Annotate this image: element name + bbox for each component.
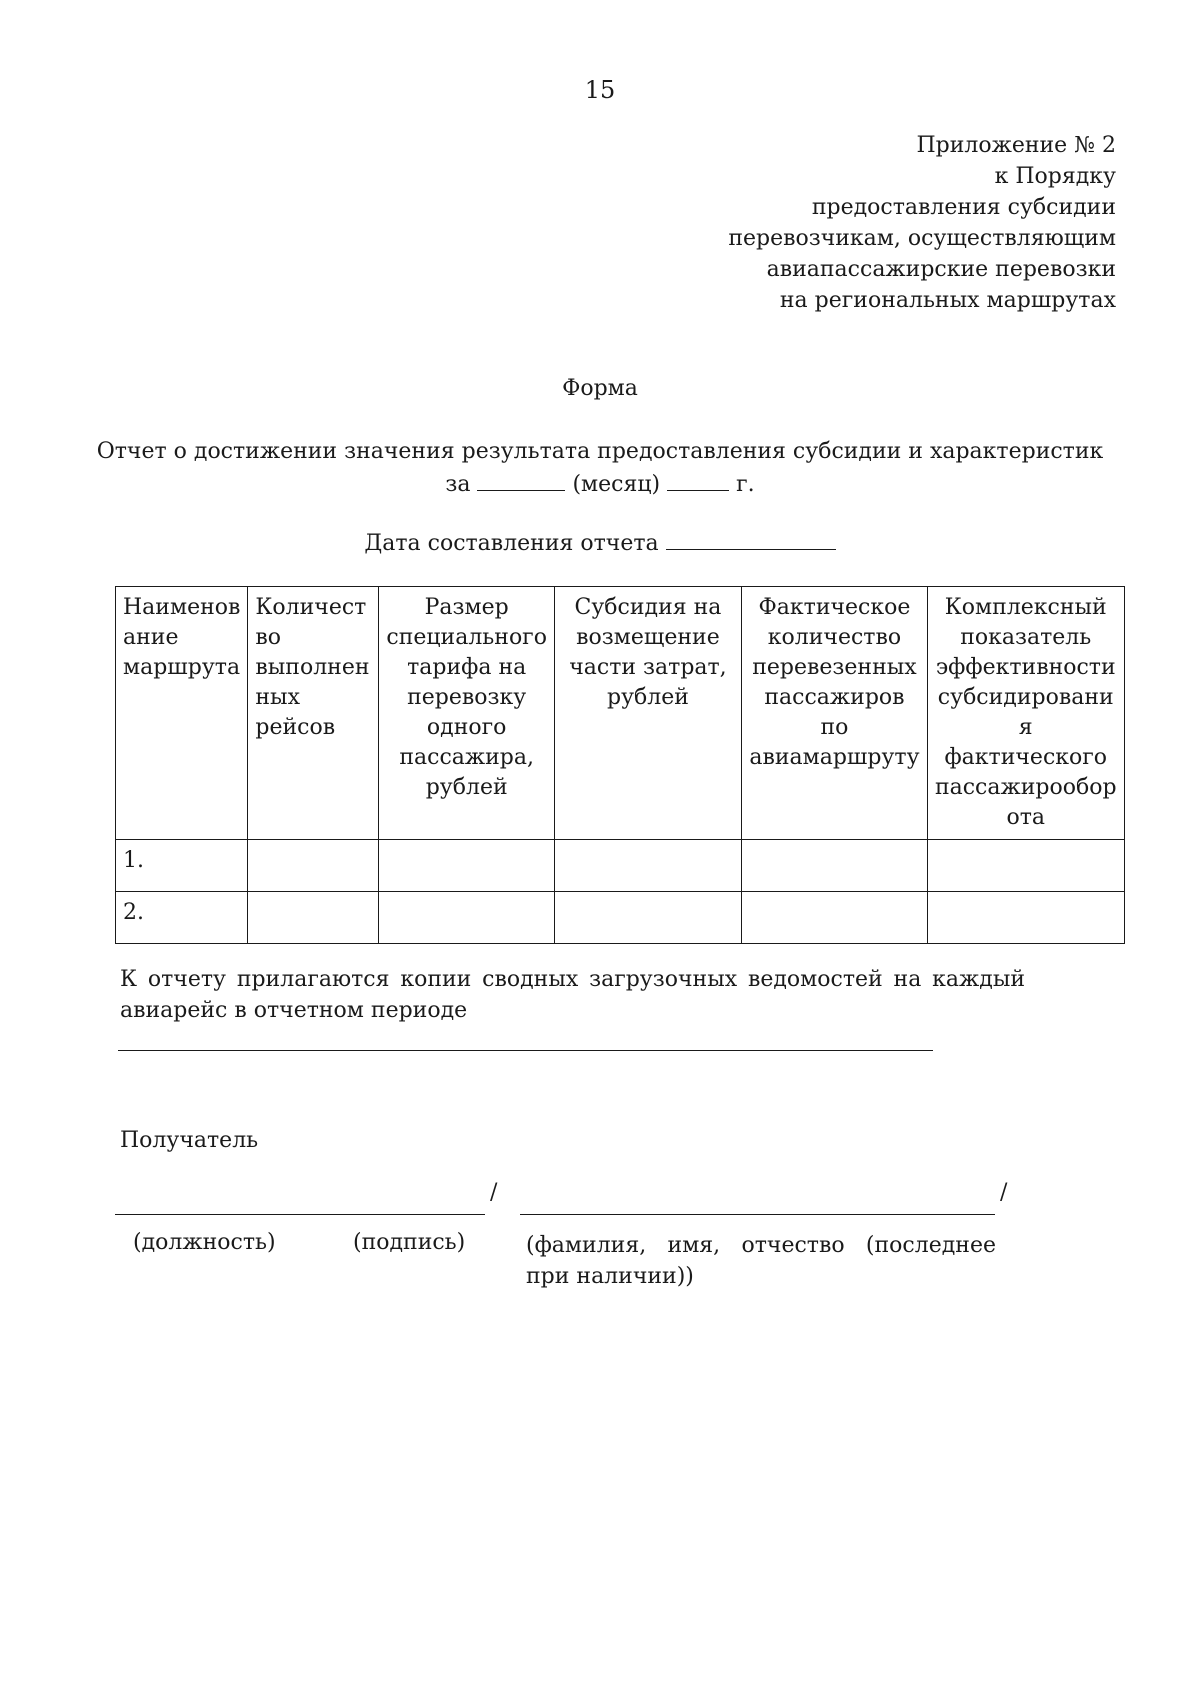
- report-date-label: Дата составления отчета: [364, 531, 659, 556]
- period-prefix: за: [445, 472, 471, 497]
- caption-signature: (подпись): [353, 1230, 466, 1255]
- appendix-block: [616, 130, 1116, 316]
- header-flights-count: Количест во выполнен ных рейсов: [248, 587, 379, 840]
- appendix-line: к Порядку: [994, 164, 1116, 189]
- table-cell[interactable]: [554, 840, 741, 892]
- report-date-blank[interactable]: [666, 527, 836, 550]
- period-month-label: (месяц): [572, 472, 661, 497]
- table-cell[interactable]: 1.: [116, 840, 248, 892]
- table-cell[interactable]: [248, 892, 379, 944]
- header-special-tariff: Размер специального тарифа на перевозку одного пассажира, рублей: [379, 587, 555, 840]
- report-title-line: Отчет о достижении значения результата предоставления субсидии и характеристик: [96, 439, 1104, 464]
- month-blank[interactable]: [477, 468, 565, 491]
- header-efficiency: Комплексный показатель эффективности субсидировани я фактического пассажирообор ота: [927, 587, 1124, 840]
- table-cell[interactable]: [379, 840, 555, 892]
- table-cell[interactable]: [554, 892, 741, 944]
- caption-fullname: (фамилия, имя, отчество (последнее при наличии)): [526, 1233, 996, 1289]
- table-cell[interactable]: [927, 840, 1124, 892]
- report-table: [115, 586, 1125, 944]
- appendix-line: авиапассажирские перевозки: [766, 257, 1116, 282]
- header-subsidy: Субсидия на возмещение части затрат, рублей: [554, 587, 741, 840]
- table-row: [116, 892, 1125, 944]
- report-period: [0, 468, 1200, 501]
- caption-position: (должность): [133, 1230, 276, 1255]
- form-label: Форма: [562, 376, 638, 401]
- attachment-blank-line[interactable]: [118, 1050, 933, 1051]
- table-row: [116, 840, 1125, 892]
- table-cell[interactable]: 2.: [116, 892, 248, 944]
- attachment-note: К отчету прилагаются копии сводных загрузочных ведомостей на каждый авиарейс в отчетном периоде: [120, 967, 1025, 1023]
- table-cell[interactable]: [927, 892, 1124, 944]
- fullname-line[interactable]: [520, 1214, 995, 1215]
- table-cell[interactable]: [248, 840, 379, 892]
- slash-separator: /: [490, 1180, 498, 1205]
- appendix-line: Приложение № 2: [916, 133, 1116, 158]
- header-passengers: Фактическое количество перевезенных пассажиров по авиамаршруту: [741, 587, 927, 840]
- position-signature-line[interactable]: [115, 1214, 485, 1215]
- report-date: [0, 527, 1200, 556]
- appendix-line: перевозчикам, осуществляющим: [728, 226, 1116, 251]
- table-cell[interactable]: [741, 840, 927, 892]
- table-cell[interactable]: [741, 892, 927, 944]
- period-suffix: г.: [736, 472, 755, 497]
- table-header-row: [116, 587, 1125, 840]
- appendix-line: предоставления субсидии: [811, 195, 1116, 220]
- header-route-name: Наименов ание маршрута: [116, 587, 248, 840]
- slash-separator: /: [1000, 1180, 1008, 1205]
- report-title: [0, 436, 1200, 501]
- appendix-line: на региональных маршрутах: [779, 288, 1116, 313]
- table-cell[interactable]: [379, 892, 555, 944]
- recipient-label: Получатель: [120, 1128, 259, 1153]
- year-blank[interactable]: [667, 468, 729, 491]
- page-number: 15: [584, 76, 616, 104]
